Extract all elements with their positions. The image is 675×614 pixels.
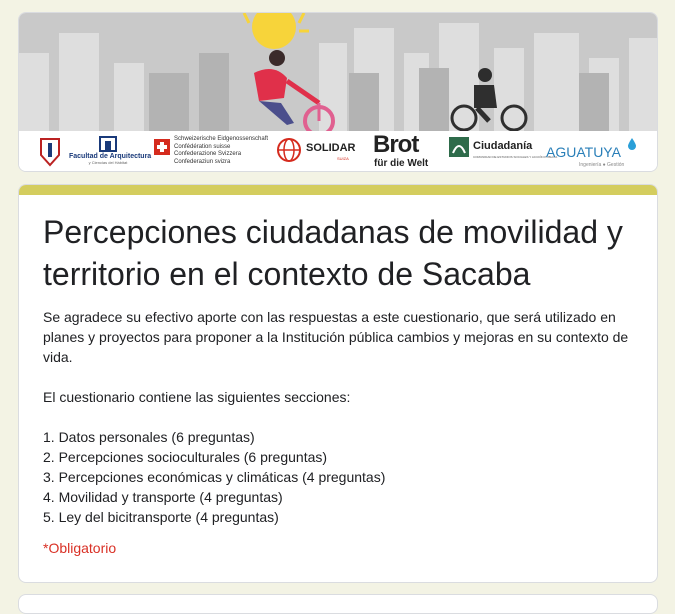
- form-description: [43, 307, 643, 527]
- required-note: *Obligatorio: [43, 540, 117, 556]
- solidar-name: SOLIDAR: [306, 142, 356, 154]
- section-item: 3. Percepciones económicas y climáticas (4 preguntas): [43, 469, 386, 485]
- swiss-line-1: Schweizerische Eidgenossenschaft: [174, 136, 269, 142]
- swiss-line-4: Confederaziun svizra: [174, 158, 231, 165]
- faculty-name: Facultad de Arquitectura: [69, 153, 152, 160]
- section-item: 4. Movilidad y transporte (4 preguntas): [43, 489, 283, 505]
- ciudadania-name: Ciudadanía: [473, 140, 533, 152]
- section-item: 2. Percepciones socioculturales (6 preguntas): [43, 449, 328, 465]
- solidar-globe-icon: [276, 137, 302, 163]
- ciudadania-subtitle: COMUNIDAD DE ESTUDIOS SOCIALES Y ACCIÓN PÚBLICA: [473, 155, 558, 159]
- swiss-flag-icon: [154, 139, 170, 155]
- faculty-subtitle: y Ciencias del Hábitat: [88, 160, 128, 165]
- ciudadania-emblem-icon: [449, 137, 469, 157]
- next-question-card: [18, 594, 658, 614]
- brot-logo-sub: für die Welt: [374, 158, 429, 169]
- university-shield-icon: [39, 137, 61, 167]
- intro-text: Se agradece su efectivo aporte con las respuestas a este cuestionario, que será utilizado en planes y proyectos para proponer a la Institución pública cambios y mejoras en su contexto de vida.: [43, 309, 629, 365]
- card-accent-bar: [19, 185, 657, 195]
- sections-intro: El cuestionario contiene las siguientes secciones:: [43, 389, 351, 405]
- solidar-subtitle: SUIZA: [337, 156, 349, 161]
- cyclists-illustration: [19, 13, 658, 131]
- sponsor-logos: [19, 131, 658, 172]
- swiss-line-2: Confédération suisse: [174, 143, 231, 150]
- form-title: Percepciones ciudadanas de movilidad y territorio en el contexto de Sacaba: [43, 214, 623, 292]
- brot-logo-main: Brot: [373, 131, 419, 158]
- faculty-logo: [69, 135, 152, 165]
- swiss-line-3: Confederazione Svizzera: [174, 151, 242, 157]
- aguatuya-subtitle: Ingeniería ● Gestión: [579, 162, 625, 168]
- faculty-emblem-icon: [98, 135, 118, 153]
- swiss-logo: [174, 136, 268, 166]
- form-header-card: [18, 184, 658, 583]
- aguatuya-name: AGUATUYA: [546, 144, 621, 160]
- header-banner: [18, 12, 658, 172]
- section-item: 5. Ley del bicitransporte (4 preguntas): [43, 509, 279, 525]
- section-item: 1. Datos personales (6 preguntas): [43, 429, 255, 445]
- water-drop-icon: [627, 137, 637, 151]
